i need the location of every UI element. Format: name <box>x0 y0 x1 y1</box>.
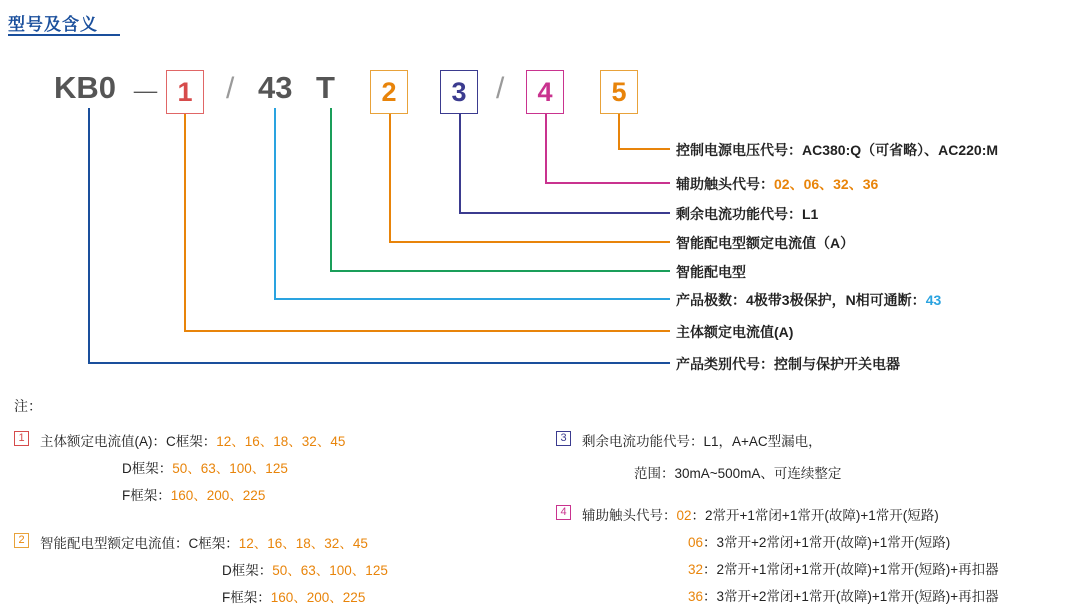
leader-line-43-vertical <box>274 108 276 300</box>
note-4-line-3 <box>688 558 999 578</box>
note-1-line-3-value: 160、200、225 <box>170 488 266 503</box>
model-code-row <box>0 62 1083 124</box>
note-4-line-4 <box>688 585 999 605</box>
note-1-line-2-value: 50、63、100、125 <box>172 461 288 476</box>
callout-label-aux-contact <box>676 174 878 194</box>
note-2-line-2-value: 50、63、100、125 <box>272 563 388 578</box>
callout-poles-text: 产品极数：4极带3极保护，N相可通断： <box>676 292 926 308</box>
note-1-line-1-value: 12、16、18、32、45 <box>216 434 346 449</box>
note-1-line-3 <box>122 484 265 504</box>
leader-line-t-horizontal <box>330 270 670 272</box>
leader-line-kb0-horizontal <box>88 362 670 364</box>
callout-label-smart-current: 智能配电型额定电流值（A） <box>676 235 855 251</box>
note-1-line-1-label: 主体额定电流值(A)：C框架： <box>40 434 217 449</box>
callout-label-poles <box>676 290 941 310</box>
note-number-2: 2 <box>14 533 29 548</box>
note-2-line-3-label: F框架： <box>222 590 271 605</box>
callout-label-control-voltage: 控制电源电压代号：AC380:Q（可省略）、AC220:M <box>676 142 999 158</box>
note-4-line-4-value: 36 <box>688 589 704 604</box>
callout-aux-text: 辅助触头代号： <box>676 176 774 192</box>
note-2-line-1-value: 12、16、18、32、45 <box>238 536 368 551</box>
note-2-line-3-value: 160、200、225 <box>270 590 366 605</box>
callout-aux-value: 02、06、32、36 <box>774 176 879 192</box>
leader-line-5-horizontal <box>618 148 670 150</box>
note-4-line-1-label: 辅助触头代号： <box>582 508 677 523</box>
code-box-3[interactable]: 3 <box>440 70 478 114</box>
leader-line-43-horizontal <box>274 298 670 300</box>
callout-label-product-class: 产品类别代号：控制与保护开关电器 <box>676 356 900 372</box>
note-2-line-2-label: D框架： <box>222 563 273 578</box>
note-4-line-3-value: 32 <box>688 562 704 577</box>
leader-line-3-vertical <box>459 114 461 214</box>
note-number-1: 1 <box>14 431 29 446</box>
callout-poles-value: 43 <box>925 292 942 308</box>
code-slash-2: / <box>496 72 505 105</box>
note-2-line-2 <box>222 559 388 579</box>
note-4-line-2 <box>688 531 950 551</box>
note-3-line-1: 剩余电流功能代号：L1，A+AC型漏电， <box>582 434 822 449</box>
note-4-line-3-desc: ：2常开+1常闭+1常开(故障)+1常开(短路)+再扣器 <box>703 562 999 577</box>
note-2-line-1-label: 智能配电型额定电流值：C框架： <box>40 536 239 551</box>
note-1-line-1 <box>40 430 345 450</box>
note-1-line-2 <box>122 457 288 477</box>
leader-line-4-horizontal <box>545 182 670 184</box>
leader-line-2-vertical <box>389 114 391 243</box>
note-2-line-1 <box>40 532 368 552</box>
note-number-4: 4 <box>556 505 571 520</box>
code-box-4[interactable]: 4 <box>526 70 564 114</box>
leader-line-4-vertical <box>545 114 547 184</box>
note-4-line-1 <box>582 504 939 524</box>
note-4-line-1-value: 02 <box>676 508 692 523</box>
code-prefix: KB0 <box>54 70 117 105</box>
page-title: 型号及含义 <box>8 15 98 34</box>
code-box-2[interactable]: 2 <box>370 70 408 114</box>
note-4-line-4-desc: ：3常开+2常闭+1常开(故障)+1常开(短路)+再扣器 <box>703 589 999 604</box>
note-1-line-2-label: D框架： <box>122 461 173 476</box>
notes-heading: 注： <box>14 398 42 414</box>
leader-line-1-vertical <box>184 114 186 332</box>
leader-line-3-horizontal <box>459 212 670 214</box>
callout-label-residual-current: 剩余电流功能代号：L1 <box>676 206 819 222</box>
note-number-3: 3 <box>556 431 571 446</box>
leader-line-kb0-vertical <box>88 108 90 364</box>
callout-label-main-current: 主体额定电流值(A) <box>676 324 794 340</box>
note-3-line-2: 范围：30mA~500mA、可连续整定 <box>634 466 842 481</box>
leader-line-1-horizontal <box>184 330 670 332</box>
code-text-43: 43 <box>258 70 293 105</box>
note-4-line-2-desc: ：3常开+2常闭+1常开(故障)+1常开(短路) <box>703 535 951 550</box>
note-2-line-3 <box>222 586 365 606</box>
leader-line-5-vertical <box>618 114 620 150</box>
note-1-line-3-label: F框架： <box>122 488 171 503</box>
code-text-T: T <box>316 70 335 105</box>
note-4-line-1-desc: ：2常开+1常闭+1常开(故障)+1常开(短路) <box>691 508 939 523</box>
title-underline <box>8 34 120 36</box>
code-dash: － <box>130 76 161 111</box>
code-box-1[interactable]: 1 <box>166 70 204 114</box>
code-slash-1: / <box>226 72 235 105</box>
code-box-5[interactable]: 5 <box>600 70 638 114</box>
leader-line-2-horizontal <box>389 241 670 243</box>
callout-label-smart-type: 智能配电型 <box>676 264 746 280</box>
leader-line-t-vertical <box>330 108 332 272</box>
note-4-line-2-value: 06 <box>688 535 704 550</box>
